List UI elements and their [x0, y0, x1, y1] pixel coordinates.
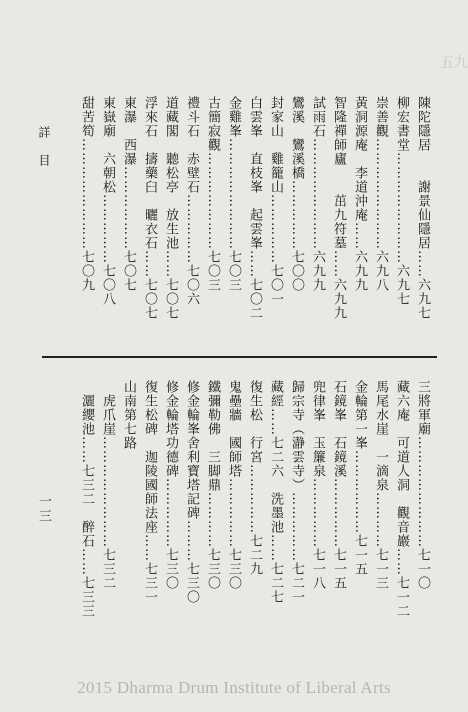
index-entry: 三將軍廟……………………七一〇: [415, 380, 430, 590]
index-entry: 鬼壘牆 國師塔……………七三〇: [226, 380, 241, 590]
index-entry: 東嶽廟 六朝松……………七〇八: [100, 96, 115, 306]
section-heading: 山南第七路: [121, 380, 136, 450]
index-entry: 陳陀隱居 謝景仙隱居……六九七: [415, 96, 430, 320]
page-number: 一三: [36, 494, 51, 524]
index-entry: 藏經……七二六 洗墨池……七二七: [268, 380, 283, 604]
index-entry: 灑纓池……七三二 醉石……七三三: [79, 394, 94, 618]
index-entry: 東瀑 西瀑………………七〇七: [121, 96, 136, 292]
index-entry: 復生松 行宮……………七二九: [247, 380, 262, 576]
index-entry: 金雞峯……………………七〇三: [226, 96, 241, 292]
index-entry: 修金輪塔功德碑……………七三〇: [163, 380, 178, 590]
index-entry: 封家山 雞籠山……………七〇一: [268, 96, 283, 306]
index-entry: 兜律峯 玉簾泉……………七一八: [310, 380, 325, 590]
index-entry: 白雲峯 直枝峯 起雲峯……七〇二: [247, 96, 262, 320]
index-entry: 智隆禪師廬 茁九符墓……六九九: [331, 96, 346, 320]
index-entry: 歸宗寺（瀞雲寺）……………七二一: [289, 380, 304, 604]
index-entry: 鸞溪 鸞溪橋……………七〇〇: [289, 96, 304, 292]
index-entry: 試雨石……………………六九九: [310, 96, 325, 292]
bleed-through-mark: 五九: [440, 55, 468, 71]
index-entry: 古簡寂觀…………………七〇三: [205, 96, 220, 292]
watermark-text: 2015 Dharma Drum Institute of Liberal Arts: [77, 678, 391, 697]
index-entry: 鐵彌勒佛 三脚鼎…………七三〇: [205, 380, 220, 590]
index-entry: 修金輪峯舍利寶塔記碑………七三〇: [184, 380, 199, 604]
index-entry: 浮來石 擣藥臼 曬衣石……七〇七: [142, 96, 157, 320]
index-entry: 黃洞源庵 李道沖庵……六九九: [352, 96, 367, 292]
index-entry: 馬尾水崖 一滴泉…………七一三: [373, 380, 388, 590]
index-entry: 崇善觀……………………六九八: [373, 96, 388, 292]
index-entry: 金輪第一峯………………七一五: [352, 380, 367, 576]
index-entry: 道藏閣 聽松亭 放生池……七〇七: [163, 96, 178, 320]
index-entry: 虎爪崖……………………七三二: [100, 394, 115, 590]
index-entry: 復生松碑 迦陵國師法座……七三一: [142, 380, 157, 604]
index-entry: 藏六庵 可道人洞 觀音巖……七一二: [394, 380, 409, 618]
running-head-label: 詳目: [37, 126, 51, 182]
index-entry: 柳宏書堂……………………六九七: [394, 96, 409, 306]
index-entry: 甜苦筍……………………七〇九: [79, 96, 94, 292]
index-entry: 石鏡峯 石鏡溪……………七一五: [331, 380, 346, 590]
index-entry: 禮斗石 赤壁石……………七〇六: [184, 96, 199, 306]
